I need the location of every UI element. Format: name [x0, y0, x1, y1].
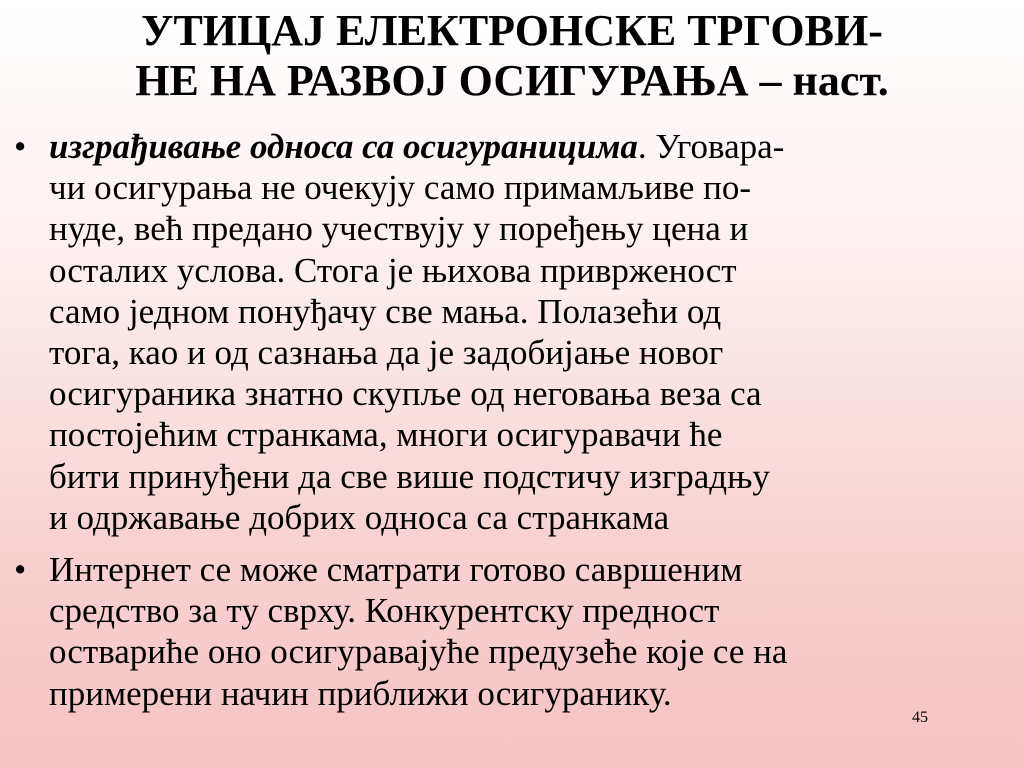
bullet-text: . Уговара- [637, 127, 785, 166]
page-number: 45 [912, 709, 928, 726]
bullet-line: осталих услова. Стога је њихова привржeност [49, 250, 737, 290]
bullet-item [0, 549, 1024, 714]
bullet-line: средство за ту сврху. Конкурентску предност [49, 591, 720, 631]
bullet-line: и одржавање добрих односа са странкама [49, 497, 670, 537]
bullet-line [49, 126, 1024, 167]
bullet-line: Интернет се може сматрати готово савршеним [49, 550, 743, 590]
bullet-line: оствариће оно осигуравајуће предузеће које се на [49, 632, 788, 672]
bullet-line: тога, као и од сазнања да је задобијање новог [49, 333, 724, 373]
title-line: УТИЦАЈ ЕЛЕКТРОНСКЕ ТРГОВИ- [141, 6, 883, 55]
bullet-line: само једном понуђачу све мања. Полазећи од [49, 291, 722, 331]
bullet-line: постојећим странкама, многи осигуравачи ће [49, 415, 723, 455]
bullet-icon: • [14, 127, 27, 166]
bullet-item [0, 126, 1024, 538]
bullet-line: бити принуђени да све више подстичу изградњу [49, 456, 770, 496]
title-line: НЕ НА РАЗВОЈ ОСИГУРАЊА – наст. [135, 56, 889, 105]
bullet-line: осигураника знатно скупље од неговања веза са [49, 374, 762, 414]
bullet-icon: • [14, 550, 27, 590]
bullet-line: чи осигурања не очекују само примамљиве по- [49, 168, 752, 208]
slide-title [0, 6, 1024, 106]
bullet-line: нуде, већ предано учествују у поређењу цена и [49, 209, 749, 249]
bullet-line: примерени начин приближи осигуранику. [49, 673, 672, 713]
emphasized-phrase: изграђивање односа са осигураницима [49, 127, 638, 166]
bullet-list [0, 126, 1024, 714]
